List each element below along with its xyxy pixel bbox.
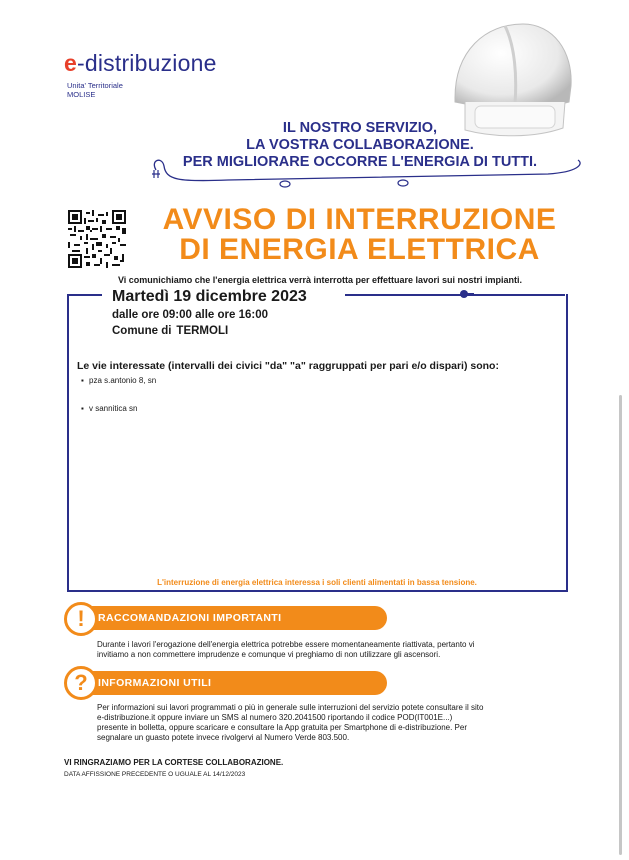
intro-text: Vi comunichiamo che l'energia elettrica verrà interrotta per effettuare lavori sui nostri impianti. — [117, 275, 523, 285]
street-item: ▪ v sannitica sn — [89, 404, 137, 413]
info-line-4: segnalare un guasto potete invece rivolgervi al Numero Verde 803.500. — [97, 733, 350, 742]
logo-prefix: e — [64, 50, 77, 76]
slogan-line-2: LA VOSTRA COLLABORAZIONE. — [246, 137, 474, 153]
recommendations-line-1: Durante i lavori l'erogazione dell'energia elettrica potrebbe essere momentaneamente riattivata, pertanto vi — [97, 640, 475, 649]
pin-icon — [458, 288, 474, 300]
recommendations-text — [97, 640, 567, 660]
help-icon: ? — [64, 666, 98, 700]
interruption-hours: dalle ore 09:00 alle ore 16:00 — [112, 309, 268, 321]
slogan-line-1: IL NOSTRO SERVIZIO, — [282, 120, 438, 136]
recommendations-banner: RACCOMANDAZIONI IMPORTANTI — [84, 606, 387, 630]
slogan-line-3: PER MIGLIORARE OCCORRE L'ENERGIA DI TUTTI. — [182, 154, 538, 170]
hard-hat-icon — [445, 6, 577, 138]
logo-text: -distribuzione — [77, 50, 217, 76]
thanks-text: VI RINGRAZIAMO PER LA CORTESE COLLABORAZIONE. — [64, 758, 284, 767]
posting-date: DATA AFFISSIONE PRECEDENTE O UGUALE AL 14/12/2023 — [64, 771, 246, 778]
low-voltage-note: L'interruzione di energia elettrica interessa i soli clienti alimentati in bassa tensione. — [157, 578, 477, 587]
title-line-2: DI ENERGIA ELETTRICA — [179, 233, 540, 266]
comune-label: Comune di — [112, 325, 172, 337]
info-text — [97, 703, 567, 743]
info-banner: INFORMAZIONI UTILI — [84, 671, 387, 695]
box-top-border-left — [67, 294, 102, 296]
unit-line-2: MOLISE — [67, 90, 96, 99]
notice-box — [67, 294, 568, 592]
scrollbar[interactable] — [619, 395, 622, 855]
info-line-2: e-distribuzione.it oppure inviare un SMS al numero 320.2041500 riportando il codice POD(IT001E...) — [97, 713, 453, 722]
warning-icon: ! — [64, 602, 98, 636]
info-line-1: Per informazioni sui lavori programmati o più in generale sulle interruzioni del servizio potete consultare il sito — [97, 703, 484, 712]
title-line-1: AVVISO DI INTERRUZIONE — [162, 203, 557, 236]
notice-title — [132, 205, 587, 265]
street-item: ▪ pza s.antonio 8, sn — [89, 376, 156, 385]
box-top-border-right — [345, 294, 565, 296]
comune-name: TERMOLI — [176, 325, 229, 337]
comune — [112, 325, 228, 337]
qr-code-icon — [68, 210, 126, 268]
interruption-date: Martedì 19 dicembre 2023 — [112, 288, 307, 305]
company-logo — [64, 50, 217, 77]
unit-line-1: Unita' Territoriale — [67, 81, 123, 90]
recommendations-line-2: invitiamo a non commettere imprudenze e comunque vi preghiamo di non utilizzare gli ascensori. — [97, 650, 441, 659]
cable-swirl-icon — [148, 152, 588, 196]
info-line-3: presente in bolletta, oppure scaricare e consultare la App gratuita per Smartphone di e-distribuzione. Per — [97, 723, 467, 732]
territorial-unit — [67, 81, 123, 99]
streets-heading: Le vie interessate (intervalli dei civici "da" "a" raggruppati per pari e/o dispari) sono: — [77, 360, 499, 372]
